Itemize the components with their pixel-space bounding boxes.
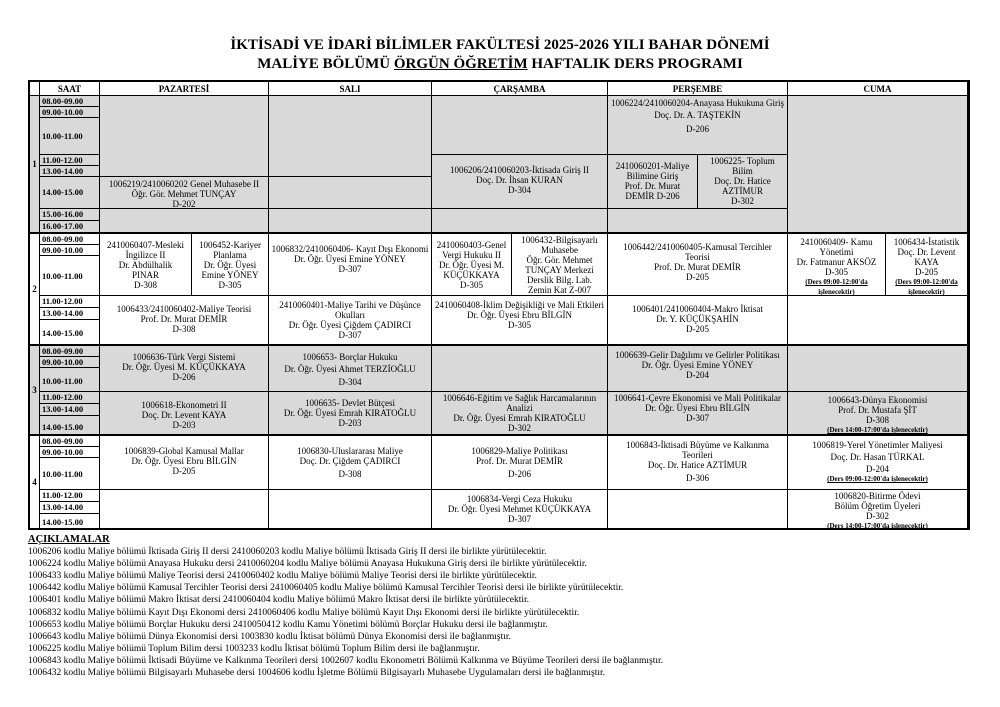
time-slot: 09.00-10.00 — [40, 245, 100, 256]
empty-cell — [269, 490, 432, 530]
course-title: 1006219/2410060202 Genel Muhasebe II — [108, 179, 260, 189]
course-title: 2410060201-Maliye Bilimine Giriş — [615, 161, 690, 181]
empty-cell — [432, 96, 608, 155]
course-room: D-202 — [172, 199, 196, 209]
course-room: D-205 — [686, 272, 709, 282]
empty-cell — [100, 209, 269, 234]
course-cell — [886, 234, 968, 296]
empty-cell — [608, 209, 788, 234]
course-cell — [788, 436, 968, 490]
header-pazartesi: PAZARTESİ — [100, 82, 269, 96]
course-room: D-307 — [338, 264, 362, 274]
course-title: 1006653- Borçlar Hukuku — [302, 352, 398, 362]
course-room: D-302 — [866, 511, 889, 521]
course-instructor: Doç. Dr. Hasan TÜRKAL — [830, 452, 925, 462]
course-cell — [269, 296, 432, 346]
course-title: 2410060401-Maliye Tarihi ve Düşünce Okulları — [279, 300, 421, 320]
subtitle-part-2: ÖRGÜN ÖĞRETİM — [393, 56, 528, 72]
course-room: D-204 — [866, 464, 889, 474]
course-room: Zemin Kat Z-007 — [528, 285, 591, 295]
time-slot: 13.00-14.00 — [40, 166, 100, 177]
course-room: D-307 — [508, 514, 531, 524]
course-title: 2410060408-İklim Değişikliği ve Mali Etkileri — [435, 300, 604, 310]
header-cuma: CUMA — [788, 82, 968, 96]
time-slot: 10.00-11.00 — [40, 368, 100, 392]
time-slot: 09.00-10.00 — [40, 357, 100, 368]
course-instructor: Dr. Öğr. Üyesi Emine YÖNEY — [641, 360, 754, 370]
course-instructor: KAYA — [914, 257, 939, 267]
notes-section — [28, 534, 978, 679]
course-title: 1006401/2410060404-Makro İktisat — [632, 304, 763, 314]
course-room: D-304 — [508, 185, 531, 195]
course-note: (Ders 09:00-12:00'da işlenecektir) — [827, 475, 928, 483]
course-room: D-307 — [338, 330, 362, 340]
course-cell — [432, 392, 608, 436]
course-title: 2410060407-Mesleki İngilizce II — [107, 240, 184, 260]
time-slot: 08.00-09.00 — [40, 346, 100, 357]
subtitle-part-1: MALİYE BÖLÜMÜ — [257, 56, 394, 72]
time-slot: 10.00-11.00 — [40, 458, 100, 490]
time-slot: 14.00-15.00 — [40, 514, 100, 530]
course-instructor: Dr. Öğr. Üyesi M. KÜÇÜKKAYA — [122, 362, 246, 372]
time-slot: 15.00-16.00 — [40, 209, 100, 221]
empty-cell — [100, 96, 269, 177]
course-cell — [269, 234, 432, 296]
course-room: D-302 — [508, 423, 531, 433]
course-cell — [608, 155, 698, 209]
course-room: DEMİR D-206 — [625, 191, 680, 201]
header-saat: SAAT — [40, 82, 100, 96]
empty-cell — [269, 177, 432, 209]
course-room: D-205 — [915, 267, 938, 277]
time-slot: 10.00-11.00 — [40, 118, 100, 155]
header-carsamba: ÇARŞAMBA — [432, 82, 608, 96]
note-line: 1006653 kodlu Maliye bölümü Borçlar Hukuku dersi 2410050412 kodlu Kamu Yönetimi bölümü Borçlar Hukuku dersi ile bağlanmıştır. — [28, 619, 548, 630]
course-room: Derslik Bilg. Lab. — [527, 275, 592, 285]
time-slot: 09.00-10.00 — [40, 447, 100, 458]
course-instructor: Öğr. Gör. Mehmet — [526, 255, 593, 265]
header-sali: SALI — [269, 82, 432, 96]
course-instructor: Dr. Öğr. Üyesi Ebru BİLGİN — [131, 456, 237, 466]
course-instructor: Prof. Dr. Murat DEMİR — [476, 456, 563, 466]
course-title: 1006646-Eğitim ve Sağlık Harcamalarının Analizi — [442, 393, 597, 413]
course-instructor: Dr. Abdülhalik — [118, 260, 173, 270]
empty-cell — [432, 209, 608, 234]
page-title: İKTİSADİ VE İDARİ BİLİMLER FAKÜLTESİ 2025-2026 YILI BAHAR DÖNEMİ — [230, 37, 770, 53]
notes-heading: AÇIKLAMALAR — [28, 534, 110, 545]
course-room: D-206 — [172, 372, 196, 382]
course-instructor: Emine YÖNEY — [201, 270, 259, 280]
course-instructor: KÜÇÜKKAYA — [443, 270, 500, 280]
course-title: 1006433/2410060402-Maliye Teorisi — [116, 304, 252, 314]
note-line: 1006401 kodlu Maliye bölümü Makro İktisat dersi 2410060404 kodlu Maliye bölümü Makro İktisat dersi ile birlikte yürütülecektir. — [28, 595, 530, 606]
course-title: 1006224/2410060204-Anayasa Hukukuna Giriş — [611, 98, 784, 108]
course-title: 1006839-Global Kamusal Mallar — [124, 446, 244, 456]
course-title: 1006643-Dünya Ekonomisi — [827, 395, 928, 405]
course-cell — [788, 392, 968, 436]
time-slot: 11.00-12.00 — [40, 392, 100, 404]
time-slot: 09.00-10.00 — [40, 107, 100, 118]
course-note: (Ders 09:00-12:00'da işlenecektir) — [805, 278, 868, 296]
course-cell — [788, 490, 968, 530]
course-room: D-206 — [508, 469, 531, 479]
course-title: 1006206/2410060203-İktisada Giriş II — [450, 165, 589, 175]
time-slot: 08.00-09.00 — [40, 234, 100, 245]
time-slot: 14.00-15.00 — [40, 320, 100, 346]
course-room: D-307 — [686, 413, 709, 423]
course-cell — [432, 490, 608, 530]
time-slot: 13.00-14.00 — [40, 404, 100, 416]
course-instructor: Dr. Öğr. Üyesi Emrah KIRATOĞLU — [453, 413, 586, 423]
course-instructor: Doç. Dr. Hatice — [714, 176, 771, 186]
empty-cell — [608, 490, 788, 530]
course-instructor: Dr. Öğr. Üyesi — [203, 260, 257, 270]
course-cell — [192, 234, 269, 296]
course-title: 1006832/2410060406- Kayıt Dışı Ekonomi — [271, 244, 429, 254]
course-cell — [608, 346, 788, 392]
empty-cell — [788, 209, 968, 234]
note-line: 1006832 kodlu Maliye bölümü Kayıt Dışı Ekonomi dersi 2410060406 kodlu Maliye bölümü Kayıt Dışı Ekonomi dersi ile birlikte yürütülecektir. — [28, 607, 580, 618]
course-instructor: Dr. Öğr. Üyesi Ebru BİLGİN — [645, 403, 750, 413]
course-instructor: TUNÇAY Merkezi — [525, 265, 594, 275]
course-instructor: Dr. Fatmanur AKSÖZ — [796, 257, 877, 267]
subtitle-part-3: HAFTALIK DERS PROGRAMI — [527, 56, 743, 72]
course-cell — [100, 436, 269, 490]
course-title: 1006829-Maliye Politikası — [471, 446, 568, 456]
course-cell — [608, 234, 788, 296]
course-cell — [788, 234, 886, 296]
course-title: 1006442/2410060405-Kamusal Tercihler Teorisi — [623, 242, 772, 262]
schedule-table — [28, 80, 970, 530]
course-room: D-305 — [825, 267, 848, 277]
course-room: D-305 — [460, 280, 483, 290]
course-room: D-305 — [508, 320, 531, 330]
course-cell — [608, 436, 788, 490]
time-slot: 08.00-09.00 — [40, 96, 100, 107]
course-instructor: Doç. Dr. Levent — [897, 247, 956, 257]
course-title: 1006432-Bilgisayarlı Muhasebe — [521, 235, 598, 255]
course-instructor: Doç. Dr. A. TAŞTEKİN — [654, 110, 741, 120]
course-room: D-308 — [172, 324, 196, 334]
course-instructor: Dr. Öğr. Üyesi Emrah KIRATOĞLU — [283, 408, 417, 418]
course-instructor: Prof. Dr. Murat DEMİR — [140, 314, 228, 324]
course-instructor: Dr. Y. KÜÇÜKŞAHİN — [656, 314, 739, 324]
course-cell — [100, 177, 269, 209]
course-cell — [512, 234, 608, 296]
course-room: D-306 — [686, 473, 709, 483]
course-cell — [698, 155, 788, 209]
empty-cell — [269, 96, 432, 177]
course-instructor: Dr. Öğr. Üyesi Ebru BİLGİN — [467, 310, 572, 320]
course-cell — [608, 96, 788, 155]
course-title: 1006641-Çevre Ekonomisi ve Mali Politikalar — [614, 393, 781, 403]
course-cell — [100, 346, 269, 392]
week-label: 2 — [30, 234, 40, 346]
course-instructor: Doç. Dr. Levent KAYA — [141, 410, 227, 420]
course-cell — [269, 436, 432, 490]
time-slot: 11.00-12.00 — [40, 490, 100, 502]
course-room: D-205 — [172, 466, 196, 476]
course-room: D-203 — [172, 420, 196, 430]
course-room: D-204 — [686, 370, 709, 380]
course-cell — [432, 296, 608, 346]
course-instructor: Prof. Dr. Murat DEMİR — [654, 262, 741, 272]
course-instructor: Dr. Öğr. Üyesi M. — [439, 260, 504, 270]
course-instructor: Dr. Öğr. Üyesi Emine YÖNEY — [294, 254, 406, 264]
note-line: 1006206 kodlu Maliye bölümü İktisada Giriş II dersi 2410060203 kodlu Maliye bölümü İktisada Giriş II dersi ile birlikte yürütülecektir. — [28, 547, 547, 558]
course-room: D-304 — [338, 377, 362, 387]
course-title: 1006820-Bitirme Ödevi — [834, 491, 921, 501]
corner-cell — [30, 82, 40, 96]
note-line: 1006643 kodlu Maliye bölümü Dünya Ekonomisi dersi 1003830 kodlu İktisat bölümü Dünya Ekonomisi dersi ile bağlanmıştır. — [28, 631, 511, 642]
course-cell — [608, 392, 788, 436]
course-cell — [432, 234, 512, 296]
course-instructor: AZTİMUR — [722, 186, 763, 196]
course-instructor: Dr. Öğr. Üyesi Ahmet TERZİOĞLU — [284, 364, 416, 374]
course-note: (Ders 14:00-17:00'da işlenecektir) — [827, 522, 928, 530]
course-instructor: Dr. Öğr. Üyesi Mehmet KÜÇÜKKAYA — [447, 504, 592, 514]
course-instructor: Prof. Dr. Mustafa ŞİT — [838, 405, 917, 415]
course-instructor: Bölüm Öğretim Üyeleri — [834, 501, 921, 511]
page-subtitle — [0, 56, 1000, 73]
course-title: 1006843-İktisadi Büyüme ve Kalkınma Teorileri — [626, 440, 769, 460]
course-cell — [100, 392, 269, 436]
week-label: 4 — [30, 436, 40, 530]
note-line: 1006432 kodlu Maliye bölümü Bilgisayarlı Muhasebe dersi 1004606 kodlu İşletme Bölümü Bilgisayarlı Muhasebe Uygulamaları dersi ile bağlanmıştır. — [28, 668, 606, 679]
course-cell — [100, 296, 269, 346]
course-room: D-308 — [134, 280, 157, 290]
course-instructor: Doç. Dr. Hatice AZTİMUR — [647, 460, 748, 470]
course-title: 1006819-Yerel Yönetimler Maliyesi — [812, 440, 943, 450]
header-persembe: PERŞEMBE — [608, 82, 788, 96]
time-slot: 10.00-11.00 — [40, 256, 100, 296]
empty-cell — [432, 346, 608, 392]
empty-cell — [100, 490, 269, 530]
course-cell — [100, 234, 192, 296]
course-room: D-205 — [686, 324, 709, 334]
note-line: 1006843 kodlu Maliye bölümü İktisadi Büyüme ve Kalkınma Teorileri dersi 1002607 kodlu Ekonometri Bölümü Kalkınma ve Büyüme Teorileri dersi ile bağlanmıştır. — [28, 655, 663, 666]
course-title: 1006452-Kariyer Planlama — [199, 240, 261, 260]
course-instructor: Dr. Öğr. Üyesi Çiğdem ÇADIRCI — [288, 320, 412, 330]
time-slot: 14.00-15.00 — [40, 177, 100, 209]
course-title: 2410060403-Genel Vergi Hukuku II — [436, 240, 507, 260]
course-note: (Ders 09:00-12:00'da işlenecektir) — [895, 278, 958, 296]
course-room: D-308 — [866, 415, 889, 425]
course-room: D-308 — [338, 469, 362, 479]
course-instructor: Doç. Dr. İhsan KURAN — [476, 175, 563, 185]
course-cell — [269, 346, 432, 392]
course-title: 1006830-Uluslararası Maliye — [297, 446, 403, 456]
course-cell — [608, 296, 788, 346]
course-title: 1006639-Gelir Dağılımı ve Gelirler Politikası — [615, 350, 780, 360]
course-room: D-305 — [218, 280, 242, 290]
course-title: 1006618-Ekonometri II — [141, 400, 227, 410]
course-instructor: PINAR — [131, 270, 159, 280]
empty-cell — [788, 296, 968, 346]
course-note: (Ders 14:00-17:00'da işlenecektir) — [827, 426, 928, 434]
empty-cell — [788, 346, 968, 392]
course-room: D-203 — [338, 418, 362, 428]
note-line: 1006224 kodlu Maliye bölümü Anayasa Hukuku dersi 2410060204 kodlu Maliye bölümü Anayasa Hukukuna Giriş dersi ile birlikte yürütülecektir. — [28, 559, 587, 570]
course-title: 1006635- Devlet Bütçesi — [305, 398, 395, 408]
time-slot: 13.00-14.00 — [40, 502, 100, 514]
course-instructor: Prof. Dr. Murat — [624, 181, 681, 191]
course-cell — [269, 392, 432, 436]
course-instructor: Öğr. Gör. Mehmet TUNÇAY — [131, 189, 237, 199]
course-title: 2410060409- Kamu Yönetimi — [800, 237, 873, 257]
course-title: 1006636-Türk Vergi Sistemi — [132, 352, 236, 362]
time-slot: 13.00-14.00 — [40, 308, 100, 320]
note-line: 1006225 kodlu Maliye bölümü Toplum Bilim dersi 1003233 kodlu İktisat bölümü Toplum Bilim dersi ile bağlanmıştır. — [28, 643, 480, 654]
course-title: 1006834-Vergi Ceza Hukuku — [466, 494, 573, 504]
course-cell — [432, 155, 608, 209]
course-cell — [432, 436, 608, 490]
time-slot: 08.00-09.00 — [40, 436, 100, 447]
note-line: 1006442 kodlu Maliye bölümü Kamusal Tercihler Teorisi dersi 2410060405 kodlu Maliye bölümü Kamusal Tercihler Teorisi dersi ile birlikte yürütülecektir. — [28, 583, 624, 594]
time-slot: 11.00-12.00 — [40, 155, 100, 166]
time-slot: 11.00-12.00 — [40, 296, 100, 308]
course-room: D-302 — [731, 196, 754, 206]
note-line: 1006433 kodlu Maliye bölümü Maliye Teorisi dersi 2410060402 kodlu Maliye bölümü Maliye Teorisi dersi ile birlikte yürütülecektir. — [28, 571, 537, 582]
course-title: 1006225- Toplum Bilim — [710, 156, 775, 176]
course-title: 1006434-İstatistik — [893, 237, 960, 247]
course-instructor: Doç. Dr. Çiğdem ÇADIRCI — [299, 456, 401, 466]
empty-cell — [269, 209, 432, 234]
course-room: D-206 — [686, 124, 709, 134]
time-slot: 16.00-17.00 — [40, 221, 100, 234]
time-slot: 14.00-15.00 — [40, 416, 100, 436]
week-label: 1 — [30, 96, 40, 234]
week-label: 3 — [30, 346, 40, 436]
